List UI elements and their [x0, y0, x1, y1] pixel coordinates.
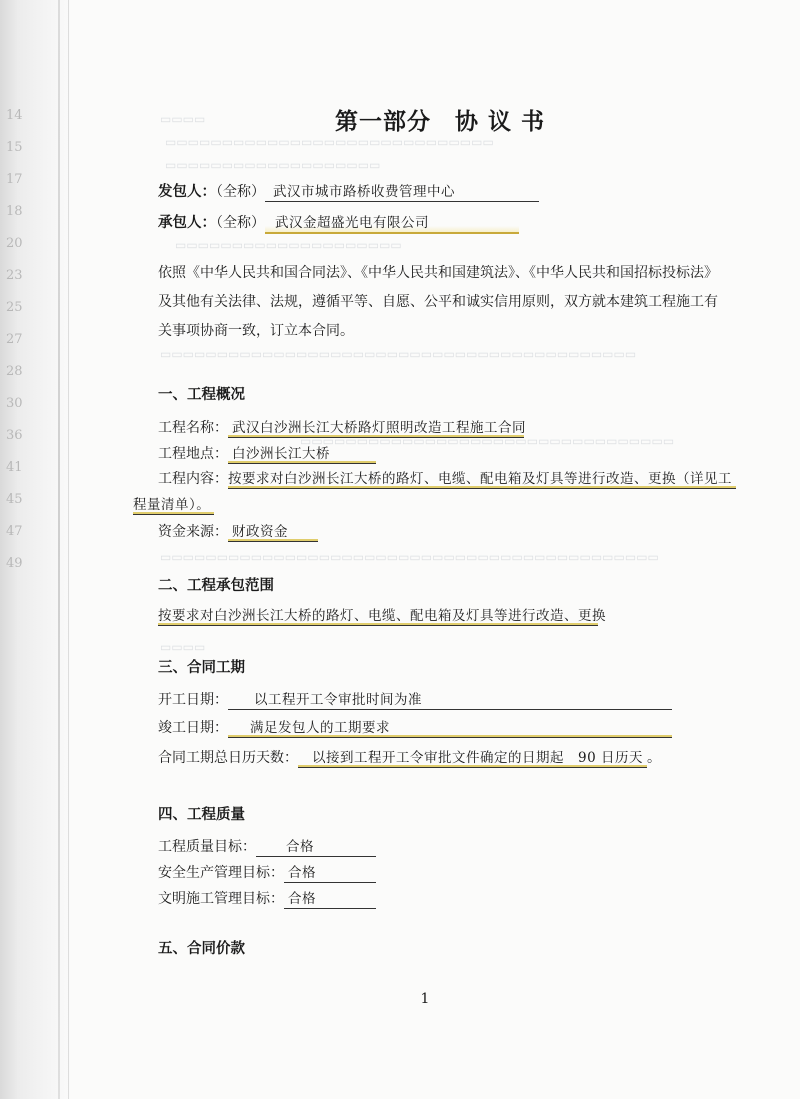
employer-fullname-tag: （全称） — [216, 184, 265, 200]
quality-target-row — [158, 835, 376, 857]
scan-fold-line-secondary — [68, 0, 69, 1099]
start-date-row — [158, 688, 672, 710]
preamble-text: 依照《中华人民共和国合同法》、《中华人民共和国建筑法》、《中华人民共和国招标投标法》及其他有关法律、法规，遵循平等、自愿、公平和诚实信用原则，双方就本建筑工程施工有关事项协商一致，订立本合同。 — [158, 265, 718, 339]
total-days-suffix: 。 — [646, 750, 661, 766]
margin-number: 28 — [6, 364, 23, 379]
scope-value: 按要求对白沙洲长江大桥的路灯、电缆、配电箱及灯具等进行改造、更换 — [158, 604, 598, 626]
margin-number: 30 — [6, 396, 23, 411]
margin-number: 14 — [6, 108, 23, 123]
preamble-paragraph — [158, 259, 718, 346]
bleed-through: ▭▭▭▭▭▭▭▭▭▭▭▭▭▭▭▭▭▭▭▭ — [175, 238, 402, 252]
civilized-target-row — [158, 887, 376, 909]
margin-number: 27 — [6, 332, 23, 347]
document-title: 第一部分 协 议 书 — [334, 109, 545, 135]
safety-target-row — [158, 861, 376, 883]
total-days-row — [158, 746, 661, 768]
project-name-row — [158, 416, 524, 438]
margin-number: 49 — [6, 556, 23, 571]
employer-label: 发包人： — [158, 184, 216, 200]
section-3-heading: 三、合同工期 — [158, 660, 245, 676]
scan-fold-line — [58, 0, 60, 1099]
safety-target-label: 安全生产管理目标： — [158, 865, 284, 881]
civilized-target-label: 文明施工管理目标： — [158, 891, 284, 907]
project-location-value: 白沙洲长江大桥 — [228, 442, 376, 464]
quality-target-value: 合格 — [256, 835, 376, 857]
margin-number: 25 — [6, 300, 23, 315]
bleed-through: ▭▭▭▭▭▭▭▭▭▭▭▭▭▭▭▭▭▭▭ — [165, 158, 381, 172]
bleed-through: ▭▭▭▭ — [160, 112, 206, 126]
margin-number: 17 — [6, 172, 23, 187]
margin-number: 20 — [6, 236, 23, 251]
section-5-heading: 五、合同价款 — [158, 941, 245, 957]
total-days-value: 以接到工程开工令审批文件确定的日期起 90 日历天 — [298, 746, 647, 768]
project-content-value-line2: 程量清单）。 — [133, 493, 214, 515]
civilized-target-value: 合格 — [284, 887, 376, 909]
funding-label: 资金来源： — [158, 524, 228, 540]
bleed-through: ▭▭▭▭▭▭▭▭▭▭▭▭▭▭▭▭▭▭▭▭▭▭▭▭▭▭▭▭▭▭▭▭▭▭▭▭▭▭▭▭▭▭ — [160, 347, 637, 361]
quality-target-label: 工程质量目标： — [158, 839, 256, 855]
section-4-heading: 四、工程质量 — [158, 807, 245, 823]
project-name-label: 工程名称： — [158, 420, 228, 436]
funding-value: 财政资金 — [228, 520, 318, 542]
employer-name: 武汉市城市路桥收费管理中心 — [265, 180, 539, 202]
margin-number: 47 — [6, 524, 23, 539]
page-number: 1 — [420, 991, 430, 1007]
start-date-label: 开工日期： — [158, 692, 228, 708]
project-content-row — [158, 467, 736, 489]
contractor-row — [158, 211, 519, 234]
project-content-value-line1: 按要求对白沙洲长江大桥的路灯、电缆、配电箱及灯具等进行改造、更换（详见工 — [228, 467, 736, 489]
contractor-name: 武汉金超盛光电有限公司 — [265, 211, 519, 234]
section-2-heading: 二、工程承包范围 — [158, 578, 274, 594]
end-date-value: 满足发包人的工期要求 — [228, 716, 672, 738]
bleed-through: ▭▭▭▭ — [160, 640, 206, 654]
bleed-through: ▭▭▭▭▭▭▭▭▭▭▭▭▭▭▭▭▭▭▭▭▭▭▭▭▭▭▭▭▭ — [165, 135, 494, 149]
bleed-through: ▭▭▭▭▭▭▭▭▭▭▭▭▭▭▭▭▭▭▭▭▭▭▭▭▭▭▭▭▭▭▭▭▭▭▭▭▭▭▭▭▭▭▭▭ — [160, 550, 659, 564]
end-date-label: 竣工日期： — [158, 720, 228, 736]
section-1-heading: 一、工程概况 — [158, 387, 245, 403]
project-content-row-cont — [133, 493, 214, 515]
scope-row — [158, 604, 606, 626]
safety-target-value: 合格 — [284, 861, 376, 883]
contractor-fullname-tag: （全称） — [216, 215, 265, 231]
employer-row — [158, 180, 539, 202]
bleed-through: ▭▭▭▭▭▭▭▭▭▭▭▭▭▭▭▭▭▭▭▭▭▭▭▭▭▭▭▭▭▭▭▭▭ — [300, 434, 675, 448]
margin-number: 41 — [6, 460, 23, 475]
project-content-label: 工程内容： — [158, 471, 228, 487]
margin-number: 45 — [6, 492, 23, 507]
start-date-value: 以工程开工令审批时间为准 — [228, 688, 672, 710]
total-days-label: 合同工期总日历天数： — [158, 750, 298, 766]
project-name-value: 武汉白沙洲长江大桥路灯照明改造工程施工合同 — [228, 416, 524, 438]
project-location-row — [158, 442, 376, 464]
project-location-label: 工程地点： — [158, 446, 228, 462]
margin-number: 36 — [6, 428, 23, 443]
contractor-label: 承包人： — [158, 215, 216, 231]
margin-number: 18 — [6, 204, 23, 219]
end-date-row — [158, 716, 672, 738]
margin-number: 15 — [6, 140, 23, 155]
funding-row — [158, 520, 318, 542]
margin-number: 23 — [6, 268, 23, 283]
